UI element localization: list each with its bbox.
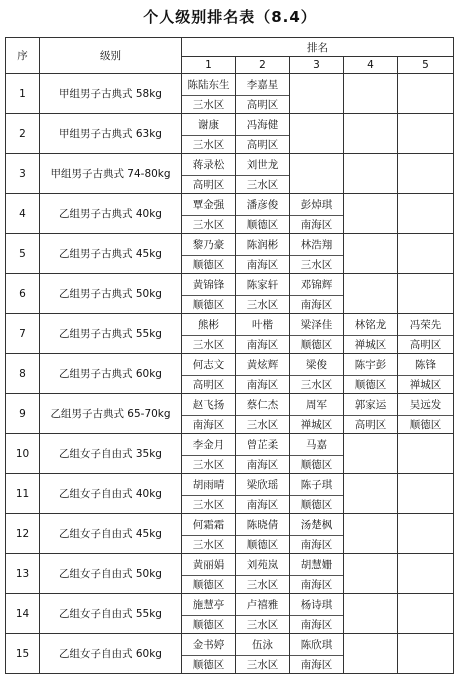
header-row xyxy=(6,38,454,57)
place-cell-5 xyxy=(398,234,454,274)
row-index: 15 xyxy=(6,634,40,674)
athlete-name: 陈家轩 xyxy=(246,278,279,291)
athlete-entry xyxy=(290,234,343,273)
athlete-name: 谢康 xyxy=(198,118,219,131)
athlete-entry xyxy=(236,434,289,473)
place-cell-5 xyxy=(398,434,454,474)
athlete-name: 潘彦俊 xyxy=(246,198,279,211)
athlete-district: 顺德区 xyxy=(236,535,289,553)
place-cell-1 xyxy=(182,114,236,154)
athlete-district: 南海区 xyxy=(236,495,289,513)
table-body xyxy=(6,74,454,674)
athlete-district: 三水区 xyxy=(182,495,235,513)
athlete-district: 三水区 xyxy=(182,335,235,353)
athlete-district: 禅城区 xyxy=(290,415,343,433)
athlete-entry xyxy=(236,514,289,553)
index-header: 序 xyxy=(6,38,40,74)
place-cell-3 xyxy=(290,154,344,194)
athlete-name: 陈锋 xyxy=(415,358,437,371)
athlete-district: 南海区 xyxy=(236,375,289,393)
place-cell-3 xyxy=(290,474,344,514)
athlete-name: 刘苑岚 xyxy=(246,558,279,571)
athlete-entry xyxy=(236,274,289,313)
athlete-entry xyxy=(236,354,289,393)
place-cell-5 xyxy=(398,114,454,154)
weight-class: 乙组女子自由式 40kg xyxy=(40,474,182,514)
row-index: 1 xyxy=(6,74,40,114)
athlete-district: 高明区 xyxy=(236,95,289,113)
table-row xyxy=(6,634,454,674)
athlete-entry xyxy=(290,394,343,433)
athlete-entry xyxy=(236,314,289,353)
place-cell-4 xyxy=(344,634,398,674)
place-cell-5 xyxy=(398,74,454,114)
athlete-name: 黄丽娟 xyxy=(192,558,225,571)
athlete-district: 三水区 xyxy=(182,535,235,553)
athlete-district: 顺德区 xyxy=(344,375,397,393)
place-cell-1 xyxy=(182,194,236,234)
place-cell-1 xyxy=(182,594,236,634)
athlete-district: 顺德区 xyxy=(398,415,453,433)
athlete-name: 叶楷 xyxy=(252,318,273,331)
place-cell-5 xyxy=(398,154,454,194)
row-index: 2 xyxy=(6,114,40,154)
row-index: 12 xyxy=(6,514,40,554)
athlete-entry xyxy=(290,194,343,233)
athlete-district: 顺德区 xyxy=(182,255,235,273)
place-cell-4 xyxy=(344,554,398,594)
athlete-name: 何志文 xyxy=(192,358,225,371)
table-row xyxy=(6,234,454,274)
place-cell-3 xyxy=(290,434,344,474)
place-cell-3 xyxy=(290,74,344,114)
athlete-entry xyxy=(182,594,235,633)
athlete-entry xyxy=(236,74,289,113)
athlete-district: 三水区 xyxy=(182,135,235,153)
athlete-name: 覃金强 xyxy=(192,198,225,211)
place-cell-5 xyxy=(398,314,454,354)
place-cell-4 xyxy=(344,354,398,394)
place-cell-3 xyxy=(290,514,344,554)
athlete-name: 汤楚枫 xyxy=(300,518,333,531)
athlete-entry xyxy=(290,594,343,633)
row-index: 4 xyxy=(6,194,40,234)
table-row xyxy=(6,394,454,434)
athlete-district: 高明区 xyxy=(398,335,453,353)
athlete-name: 施慧亭 xyxy=(192,598,225,611)
athlete-entry xyxy=(290,634,343,673)
place-cell-3 xyxy=(290,314,344,354)
place-cell-5 xyxy=(398,474,454,514)
athlete-district: 顺德区 xyxy=(182,575,235,593)
athlete-district: 南海区 xyxy=(290,295,343,313)
row-index: 9 xyxy=(6,394,40,434)
athlete-district: 顺德区 xyxy=(182,295,235,313)
place-cell-3 xyxy=(290,394,344,434)
row-index: 13 xyxy=(6,554,40,594)
athlete-entry xyxy=(236,114,289,153)
athlete-name: 杨诗琪 xyxy=(300,598,333,611)
place-header-1: 1 xyxy=(182,57,236,74)
athlete-name: 陈宇彭 xyxy=(354,358,387,371)
place-cell-4 xyxy=(344,234,398,274)
place-header-3: 3 xyxy=(290,57,344,74)
athlete-entry xyxy=(182,114,235,153)
weight-class: 甲组男子古典式 63kg xyxy=(40,114,182,154)
place-cell-1 xyxy=(182,554,236,594)
athlete-name: 林铭龙 xyxy=(354,318,387,331)
athlete-entry xyxy=(182,74,235,113)
athlete-name: 陈润彬 xyxy=(246,238,279,251)
place-cell-1 xyxy=(182,74,236,114)
place-cell-5 xyxy=(398,274,454,314)
table-row xyxy=(6,194,454,234)
athlete-name: 梁泽佳 xyxy=(300,318,333,331)
athlete-name: 赵飞扬 xyxy=(192,398,225,411)
athlete-name: 黄炫辉 xyxy=(246,358,279,371)
place-cell-1 xyxy=(182,634,236,674)
athlete-entry xyxy=(398,314,453,353)
athlete-name: 胡雨晴 xyxy=(192,478,225,491)
athlete-district: 高明区 xyxy=(236,135,289,153)
athlete-district: 南海区 xyxy=(290,655,343,673)
athlete-entry xyxy=(290,514,343,553)
athlete-district: 三水区 xyxy=(236,295,289,313)
athlete-entry xyxy=(344,394,397,433)
athlete-name: 蒋录松 xyxy=(192,158,225,171)
place-cell-4 xyxy=(344,274,398,314)
ranking-table xyxy=(5,37,454,674)
place-cell-4 xyxy=(344,514,398,554)
place-cell-1 xyxy=(182,234,236,274)
weight-class: 乙组男子古典式 60kg xyxy=(40,354,182,394)
athlete-entry xyxy=(398,394,453,433)
athlete-entry xyxy=(182,394,235,433)
place-cell-5 xyxy=(398,394,454,434)
athlete-name: 梁欣瑶 xyxy=(246,478,279,491)
athlete-name: 刘世龙 xyxy=(246,158,279,171)
athlete-district: 高明区 xyxy=(182,175,235,193)
place-cell-2 xyxy=(236,314,290,354)
place-cell-3 xyxy=(290,594,344,634)
page-title: 个人级别排名表（8.4） xyxy=(143,8,317,26)
athlete-district: 三水区 xyxy=(236,615,289,633)
place-cell-2 xyxy=(236,434,290,474)
place-cell-2 xyxy=(236,394,290,434)
athlete-district: 顺德区 xyxy=(290,455,343,473)
place-cell-3 xyxy=(290,354,344,394)
athlete-name: 梁俊 xyxy=(306,358,327,371)
place-cell-4 xyxy=(344,74,398,114)
weight-class: 乙组女子自由式 50kg xyxy=(40,554,182,594)
weight-class: 乙组男子古典式 40kg xyxy=(40,194,182,234)
athlete-district: 顺德区 xyxy=(290,335,343,353)
place-cell-2 xyxy=(236,74,290,114)
place-cell-2 xyxy=(236,474,290,514)
place-cell-5 xyxy=(398,514,454,554)
place-cell-3 xyxy=(290,634,344,674)
place-header-4: 4 xyxy=(344,57,398,74)
athlete-district: 顺德区 xyxy=(236,215,289,233)
athlete-entry xyxy=(236,554,289,593)
place-cell-5 xyxy=(398,634,454,674)
row-index: 14 xyxy=(6,594,40,634)
athlete-entry xyxy=(182,554,235,593)
weight-class: 乙组女子自由式 35kg xyxy=(40,434,182,474)
row-index: 8 xyxy=(6,354,40,394)
athlete-name: 陈晓倩 xyxy=(246,518,279,531)
athlete-district: 南海区 xyxy=(290,215,343,233)
weight-class: 乙组女子自由式 60kg xyxy=(40,634,182,674)
place-cell-2 xyxy=(236,274,290,314)
athlete-entry xyxy=(236,634,289,673)
place-cell-2 xyxy=(236,514,290,554)
athlete-name: 蔡仁杰 xyxy=(246,398,279,411)
table-row xyxy=(6,554,454,594)
place-cell-1 xyxy=(182,514,236,554)
table-row xyxy=(6,114,454,154)
athlete-district: 高明区 xyxy=(344,415,397,433)
table-row xyxy=(6,434,454,474)
place-cell-4 xyxy=(344,314,398,354)
athlete-entry xyxy=(182,434,235,473)
athlete-entry xyxy=(236,194,289,233)
place-cell-3 xyxy=(290,194,344,234)
athlete-entry xyxy=(290,434,343,473)
athlete-name: 林浩翔 xyxy=(300,238,333,251)
place-cell-2 xyxy=(236,194,290,234)
athlete-district: 三水区 xyxy=(182,95,235,113)
place-cell-5 xyxy=(398,194,454,234)
table-row xyxy=(6,314,454,354)
table-row xyxy=(6,354,454,394)
athlete-entry xyxy=(344,354,397,393)
athlete-entry xyxy=(290,474,343,513)
athlete-entry xyxy=(182,474,235,513)
row-index: 11 xyxy=(6,474,40,514)
place-cell-4 xyxy=(344,154,398,194)
place-cell-4 xyxy=(344,434,398,474)
athlete-entry xyxy=(290,554,343,593)
weight-class: 乙组男子古典式 50kg xyxy=(40,274,182,314)
athlete-district: 三水区 xyxy=(290,255,343,273)
athlete-name: 黎乃豪 xyxy=(192,238,225,251)
place-cell-1 xyxy=(182,354,236,394)
athlete-name: 金书婷 xyxy=(192,638,225,651)
place-cell-2 xyxy=(236,354,290,394)
athlete-entry xyxy=(290,314,343,353)
athlete-entry xyxy=(290,274,343,313)
weight-class: 乙组女子自由式 55kg xyxy=(40,594,182,634)
athlete-name: 曾芷柔 xyxy=(246,438,279,451)
table-row xyxy=(6,514,454,554)
athlete-name: 邓锦辉 xyxy=(300,278,333,291)
weight-class: 乙组女子自由式 45kg xyxy=(40,514,182,554)
athlete-district: 三水区 xyxy=(290,375,343,393)
place-cell-5 xyxy=(398,554,454,594)
weight-class: 乙组男子古典式 45kg xyxy=(40,234,182,274)
table-row xyxy=(6,594,454,634)
place-cell-3 xyxy=(290,114,344,154)
athlete-district: 三水区 xyxy=(182,215,235,233)
weight-class: 乙组男子古典式 65-70kg xyxy=(40,394,182,434)
athlete-district: 南海区 xyxy=(290,535,343,553)
athlete-name: 李金月 xyxy=(192,438,225,451)
place-cell-2 xyxy=(236,114,290,154)
athlete-district: 三水区 xyxy=(236,415,289,433)
place-cell-4 xyxy=(344,474,398,514)
place-cell-2 xyxy=(236,154,290,194)
athlete-district: 顺德区 xyxy=(182,615,235,633)
athlete-name: 李嘉星 xyxy=(246,78,279,91)
row-index: 3 xyxy=(6,154,40,194)
place-cell-4 xyxy=(344,394,398,434)
place-cell-2 xyxy=(236,594,290,634)
place-cell-4 xyxy=(344,114,398,154)
table-row xyxy=(6,74,454,114)
athlete-district: 高明区 xyxy=(182,375,235,393)
athlete-district: 南海区 xyxy=(236,335,289,353)
athlete-entry xyxy=(182,194,235,233)
athlete-name: 陈欣琪 xyxy=(300,638,333,651)
athlete-name: 彭焯琪 xyxy=(300,198,333,211)
athlete-district: 三水区 xyxy=(236,655,289,673)
rank-header: 排名 xyxy=(182,38,454,57)
athlete-name: 郭家运 xyxy=(354,398,387,411)
place-cell-2 xyxy=(236,634,290,674)
athlete-entry xyxy=(236,474,289,513)
place-cell-3 xyxy=(290,234,344,274)
athlete-entry xyxy=(182,234,235,273)
place-cell-4 xyxy=(344,594,398,634)
place-cell-3 xyxy=(290,554,344,594)
place-cell-1 xyxy=(182,274,236,314)
place-cell-1 xyxy=(182,314,236,354)
athlete-entry xyxy=(236,594,289,633)
place-header-5: 5 xyxy=(398,57,454,74)
athlete-name: 何霜霜 xyxy=(192,518,225,531)
athlete-entry xyxy=(344,314,397,353)
weight-class: 甲组男子古典式 58kg xyxy=(40,74,182,114)
athlete-entry xyxy=(182,314,235,353)
place-cell-4 xyxy=(344,194,398,234)
place-cell-2 xyxy=(236,554,290,594)
athlete-name: 吴远发 xyxy=(409,398,442,411)
athlete-name: 黄锦锋 xyxy=(192,278,225,291)
athlete-entry xyxy=(290,354,343,393)
group-header: 级别 xyxy=(40,38,182,74)
athlete-entry xyxy=(236,394,289,433)
place-cell-1 xyxy=(182,434,236,474)
place-cell-5 xyxy=(398,594,454,634)
place-cell-5 xyxy=(398,354,454,394)
athlete-district: 南海区 xyxy=(290,575,343,593)
athlete-entry xyxy=(182,514,235,553)
row-index: 5 xyxy=(6,234,40,274)
athlete-district: 顺德区 xyxy=(290,495,343,513)
place-cell-2 xyxy=(236,234,290,274)
athlete-district: 南海区 xyxy=(290,615,343,633)
athlete-entry xyxy=(236,154,289,193)
athlete-name: 周军 xyxy=(306,398,327,411)
athlete-name: 马嘉 xyxy=(306,438,327,451)
athlete-district: 三水区 xyxy=(182,455,235,473)
athlete-district: 三水区 xyxy=(236,575,289,593)
athlete-district: 南海区 xyxy=(182,415,235,433)
athlete-name: 陈子琪 xyxy=(300,478,333,491)
place-cell-1 xyxy=(182,474,236,514)
athlete-name: 胡慧姗 xyxy=(300,558,333,571)
athlete-entry xyxy=(182,274,235,313)
athlete-name: 冯海健 xyxy=(246,118,279,131)
athlete-entry xyxy=(182,154,235,193)
table-row xyxy=(6,274,454,314)
athlete-entry xyxy=(236,234,289,273)
row-index: 7 xyxy=(6,314,40,354)
athlete-name: 冯荣先 xyxy=(409,318,442,331)
table-row xyxy=(6,154,454,194)
athlete-district: 禅城区 xyxy=(344,335,397,353)
athlete-district: 南海区 xyxy=(236,455,289,473)
row-index: 6 xyxy=(6,274,40,314)
place-cell-1 xyxy=(182,394,236,434)
weight-class: 甲组男子古典式 74-80kg xyxy=(40,154,182,194)
athlete-district: 三水区 xyxy=(236,175,289,193)
athlete-district: 南海区 xyxy=(236,255,289,273)
row-index: 10 xyxy=(6,434,40,474)
place-cell-3 xyxy=(290,274,344,314)
athlete-entry xyxy=(182,634,235,673)
athlete-name: 熊彬 xyxy=(198,318,219,331)
athlete-name: 卢禧雅 xyxy=(246,598,279,611)
place-header-2: 2 xyxy=(236,57,290,74)
athlete-name: 伍泳 xyxy=(252,638,273,651)
place-cell-1 xyxy=(182,154,236,194)
athlete-district: 禅城区 xyxy=(398,375,453,393)
athlete-district: 顺德区 xyxy=(182,655,235,673)
weight-class: 乙组男子古典式 55kg xyxy=(40,314,182,354)
athlete-entry xyxy=(398,354,453,393)
table-row xyxy=(6,474,454,514)
athlete-entry xyxy=(182,354,235,393)
athlete-name: 陈陆东生 xyxy=(187,78,230,91)
